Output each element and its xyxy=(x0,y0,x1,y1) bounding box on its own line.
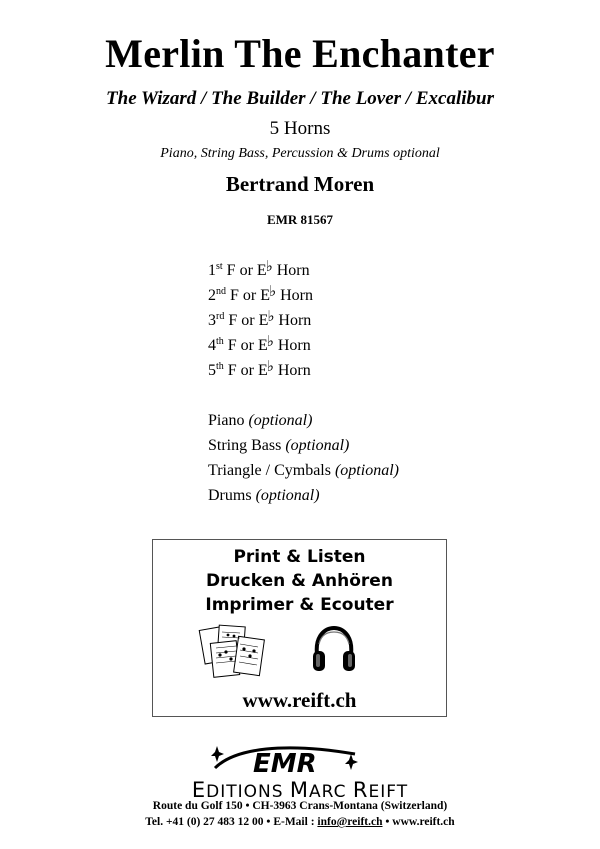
optional-parts-list xyxy=(208,408,399,508)
flat-icon: ♭ xyxy=(267,309,275,325)
part-key: F or E xyxy=(228,312,269,329)
part-instrument: Horn xyxy=(276,262,310,279)
part-item xyxy=(208,458,399,483)
part-ordinal: st xyxy=(216,261,223,272)
optional-note: (optional) xyxy=(248,412,313,429)
catalog-number: EMR 81567 xyxy=(266,212,334,227)
part-ordinal: rd xyxy=(216,311,225,322)
sheet-music-icon xyxy=(198,622,270,680)
flat-icon: ♭ xyxy=(265,259,273,275)
part-number: 4 xyxy=(208,337,216,354)
optional-note: (optional) xyxy=(285,437,350,454)
part-ordinal: th xyxy=(216,361,224,372)
publisher-contact xyxy=(0,816,600,828)
subtitle: The Wizard / The Builder / The Lover / Excalibur xyxy=(106,88,494,109)
part-instrument: Horn xyxy=(280,287,313,304)
flat-icon: ♭ xyxy=(269,284,277,300)
part-number: 2 xyxy=(208,287,216,304)
part-key: F or E xyxy=(227,337,268,354)
flat-icon: ♭ xyxy=(266,334,274,350)
part-instrument: Horn xyxy=(277,337,311,354)
publisher-address: Route du Golf 150 • CH-3963 Crans-Montana (Switzerland) xyxy=(152,800,448,812)
part-number: 5 xyxy=(208,362,216,379)
part-item xyxy=(208,283,313,308)
optional-note: (optional) xyxy=(255,487,320,504)
part-item xyxy=(208,408,399,433)
contact-website: • www.reift.ch xyxy=(382,816,455,828)
emr-logo-icon xyxy=(205,740,365,778)
part-ordinal: th xyxy=(216,336,224,347)
headphones-icon xyxy=(309,624,359,676)
print-listen-box xyxy=(152,539,447,717)
instrumentation: 5 Horns xyxy=(269,118,331,139)
part-number: 1 xyxy=(208,262,216,279)
part-key: F or E xyxy=(226,262,267,279)
part-key: F or E xyxy=(230,287,270,304)
part-item xyxy=(208,258,313,283)
print-listen-label: Print & Listen xyxy=(233,547,366,567)
part-instrument: Drums xyxy=(208,487,252,504)
part-instrument: Triangle / Cymbals xyxy=(208,462,331,479)
website-link[interactable]: www.reift.ch xyxy=(242,688,357,712)
drucken-label: Drucken & Anhören xyxy=(206,571,393,591)
horn-parts-list xyxy=(208,258,313,383)
email-link[interactable]: info@reift.ch xyxy=(317,816,383,828)
flat-icon: ♭ xyxy=(266,359,274,375)
contact-phone: Tel. +41 (0) 27 483 12 00 • E-Mail : xyxy=(145,816,318,828)
part-item xyxy=(208,483,399,508)
page-title: Merlin The Enchanter xyxy=(105,31,495,76)
part-ordinal: nd xyxy=(216,286,226,297)
part-instrument: String Bass xyxy=(208,437,282,454)
optional-note: (optional) xyxy=(334,462,399,479)
part-item xyxy=(208,333,313,358)
publisher-name: EDITIONS MARC REIFT xyxy=(191,778,409,802)
part-key: F or E xyxy=(227,362,268,379)
part-item xyxy=(208,433,399,458)
optional-instruments-line: Piano, String Bass, Percussion & Drums optional xyxy=(160,146,440,161)
part-instrument: Horn xyxy=(278,312,312,329)
imprimer-label: Imprimer & Ecouter xyxy=(205,595,394,615)
part-item xyxy=(208,308,313,333)
part-number: 3 xyxy=(208,312,216,329)
part-instrument: Piano xyxy=(208,412,245,429)
logo-wordmark: EMR xyxy=(253,749,317,778)
part-item xyxy=(208,358,313,383)
composer-name: Bertrand Moren xyxy=(225,172,375,196)
part-instrument: Horn xyxy=(277,362,311,379)
